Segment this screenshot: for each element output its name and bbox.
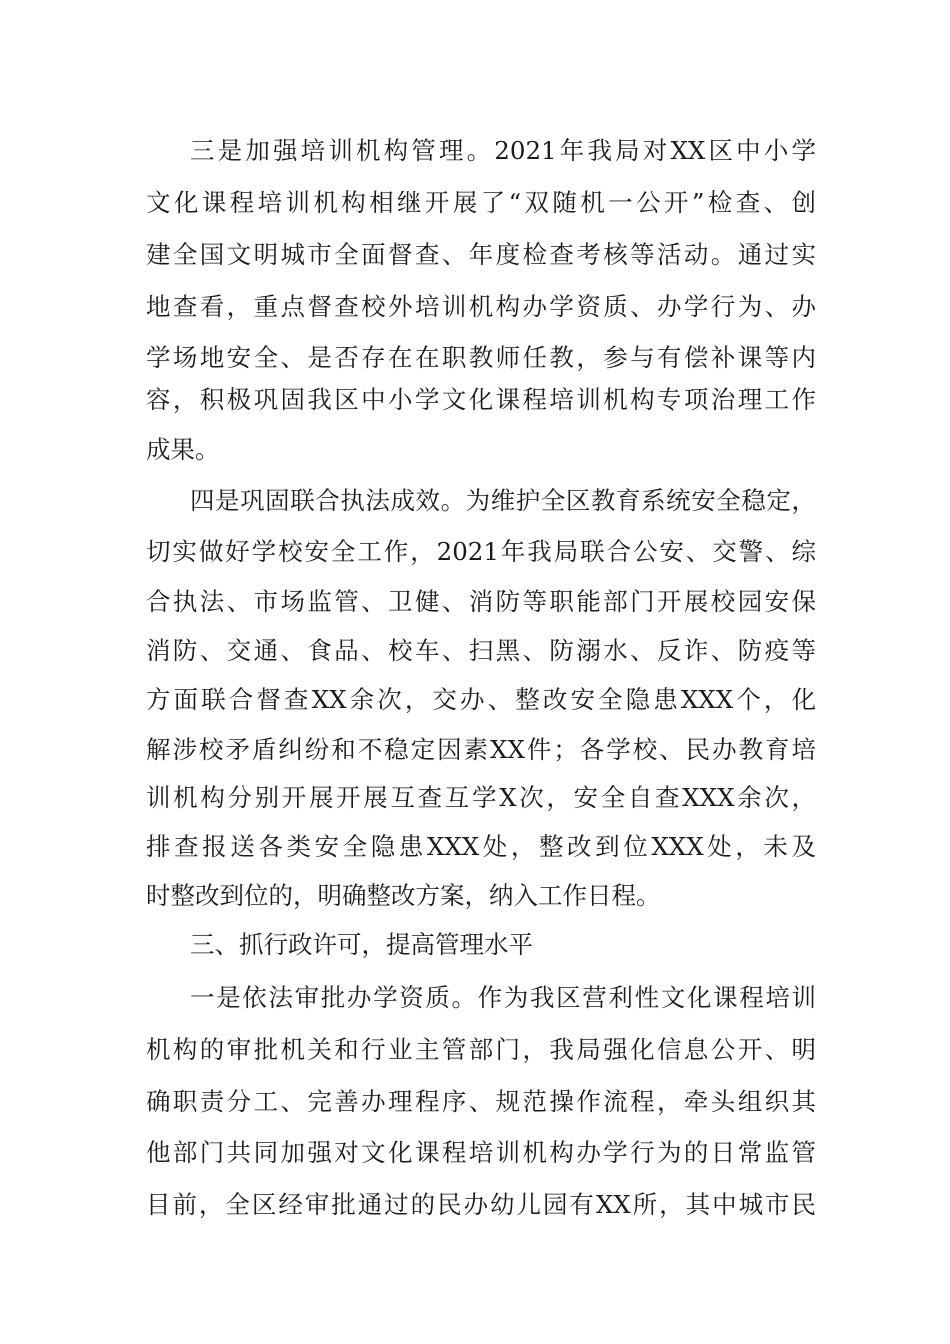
paragraph-line: 方面联合督查XX余次，交办、整改安全隐患XXX个，化 <box>146 685 816 714</box>
paragraph-line: 确职责分工、完善办理程序、规范操作流程，牵头组织其 <box>146 1087 816 1116</box>
paragraph-line: 地查看，重点督查校外培训机构办学资质、办学行为、办 <box>146 292 816 321</box>
paragraph-line: 训机构分别开展开展互查互学X次，安全自查XXX余次， <box>146 783 816 812</box>
paragraph-line: 切实做好学校安全工作，2021年我局联合公安、交警、综 <box>146 537 816 566</box>
paragraph-line: 解涉校矛盾纠纷和不稳定因素XX件；各学校、民办教育培 <box>146 735 816 764</box>
paragraph-line: 容，积极巩固我区中小学文化课程培训机构专项治理工作 <box>146 385 816 414</box>
paragraph-line: 排查报送各类安全隐患XXX处，整改到位XXX处，未及 <box>146 832 816 861</box>
paragraph-line: 一是依法审批办学资质。作为我区营利性文化课程培训 <box>190 983 816 1012</box>
section-heading: 三、抓行政许可，提高管理水平 <box>190 930 533 959</box>
paragraph-line: 他部门共同加强对文化课程培训机构办学行为的日常监管 <box>146 1138 816 1167</box>
paragraph-line: 文化课程培训机构相继开展了“双随机一公开”检查、创 <box>146 188 816 217</box>
paragraph-line: 机构的审批机关和行业主管部门，我局强化信息公开、明 <box>146 1035 816 1064</box>
paragraph-line: 消防、交通、食品、校车、扫黑、防溺水、反诈、防疫等 <box>146 636 816 665</box>
paragraph-line: 三是加强培训机构管理。2021年我局对XX区中小学 <box>190 136 816 165</box>
paragraph-line: 目前，全区经审批通过的民办幼儿园有XX所，其中城市民 <box>146 1190 816 1219</box>
paragraph-line: 学场地安全、是否存在在职教师任教，参与有偿补课等内 <box>146 343 816 372</box>
paragraph-line: 成果。 <box>146 435 220 464</box>
paragraph-line: 四是巩固联合执法成效。为维护全区教育系统安全稳定， <box>190 486 816 515</box>
paragraph-line: 时整改到位的，明确整改方案，纳入工作日程。 <box>146 881 661 910</box>
paragraph-line: 合执法、市场监管、卫健、消防等职能部门开展校园安保 <box>146 587 816 616</box>
paragraph-line: 建全国文明城市全面督查、年度检查考核等活动。通过实 <box>146 240 816 269</box>
